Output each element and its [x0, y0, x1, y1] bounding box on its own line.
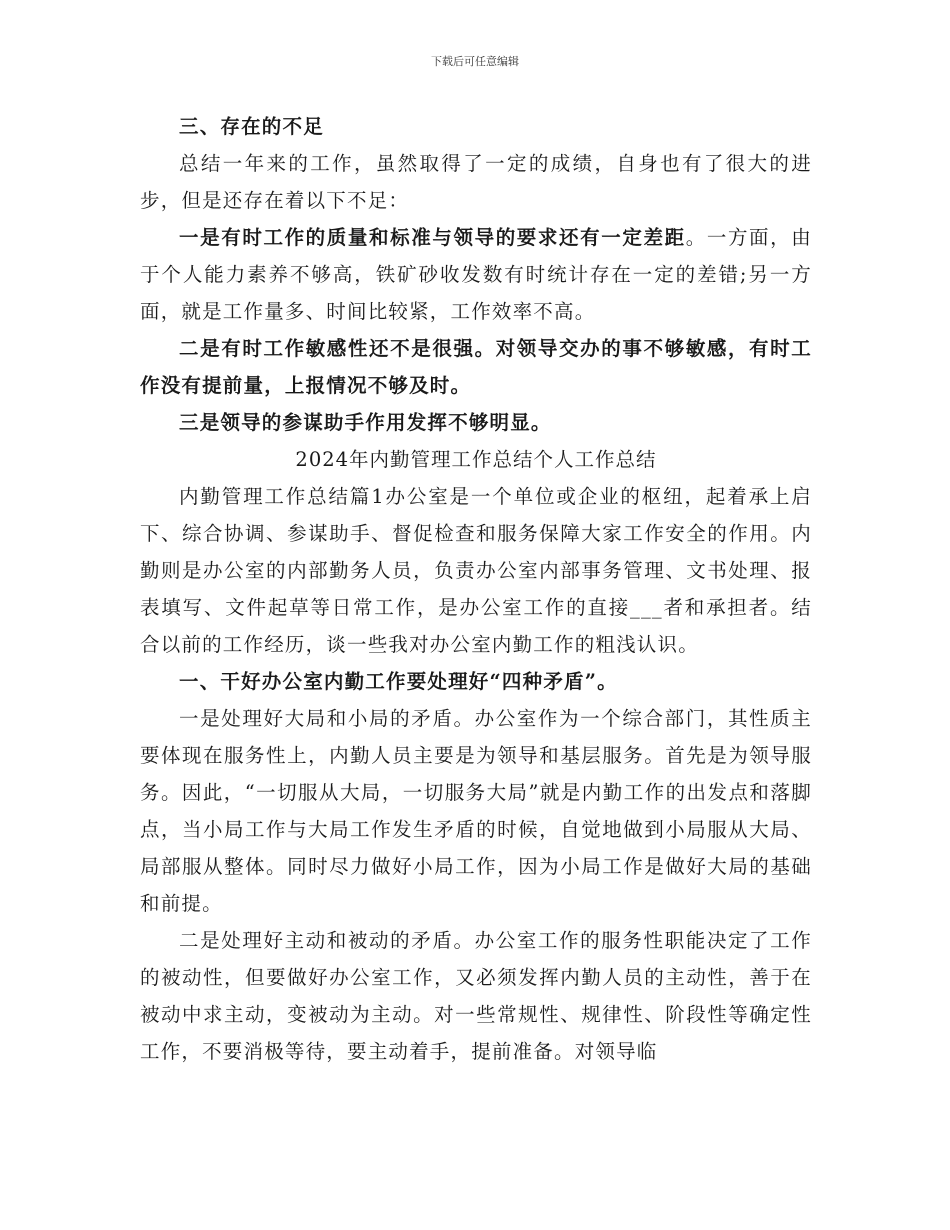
deficiency-point-1-text: 。一方面，由于个人能力素养不够高，铁矿砂收发数有时统计存在一定的差错;另一方面，就是工作量多、时间比较紧，工作效率不高。: [140, 226, 812, 323]
article-paragraph-2: 一是处理好大局和小局的矛盾。办公室作为一个综合部门，其性质主要体现在服务性上，内勤人员主要是为领导和基层服务。首先是为领导服务。因此，“一切服从大局，一切服务大局”就是内勤工作的出发点和落脚点，当小局工作与大局工作发生矛盾的时候，自觉地做到小局服从大局、局部服从整体。同时尽力做好小局工作，因为小局工作是做好大局的基础和前提。: [140, 707, 812, 915]
deficiency-point-2: 二是有时工作敏感性还不是很强。对领导交办的事不够敏感，有时工作没有提前量，上报情况不够及时。: [140, 337, 812, 397]
page-header: 下载后可任意编辑: [431, 55, 519, 68]
article-subheading-1: 一、干好办公室内勤工作要处理好“四种矛盾”。: [179, 670, 618, 693]
deficiency-point-1: [140, 219, 812, 330]
section-heading: 三、存在的不足: [179, 115, 324, 138]
article-title: 2024年内勤管理工作总结个人工作总结: [295, 448, 657, 471]
section-intro: 总结一年来的工作，虽然取得了一定的成绩，自身也有了很大的进步，但是还存在着以下不足：: [140, 152, 812, 212]
deficiency-point-3: 三是领导的参谋助手作用发挥不够明显。: [179, 411, 552, 434]
article-paragraph-1: 内勤管理工作总结篇1办公室是一个单位或企业的枢纽，起着承上启下、综合协调、参谋助手、督促检查和服务保障大家工作安全的作用。内勤则是办公室的内部勤务人员，负责办公室内部事务管理、文书处理、报表填写、文件起草等日常工作，是办公室工作的直接___者和承担者。结合以前的工作经历，谈一些我对办公室内勤工作的粗浅认识。: [140, 485, 812, 656]
article-paragraph-3: 二是处理好主动和被动的矛盾。办公室工作的服务性职能决定了工作的被动性，但要做好办公室工作，又必须发挥内勤人员的主动性，善于在被动中求主动，变被动为主动。对一些常规性、规律性、阶段性等确定性工作，不要消极等待，要主动着手，提前准备。对领导临: [140, 929, 812, 1063]
document-body: [140, 108, 812, 1070]
deficiency-point-1-bold: 一是有时工作的质量和标准与领导的要求还有一定差距: [179, 226, 686, 249]
